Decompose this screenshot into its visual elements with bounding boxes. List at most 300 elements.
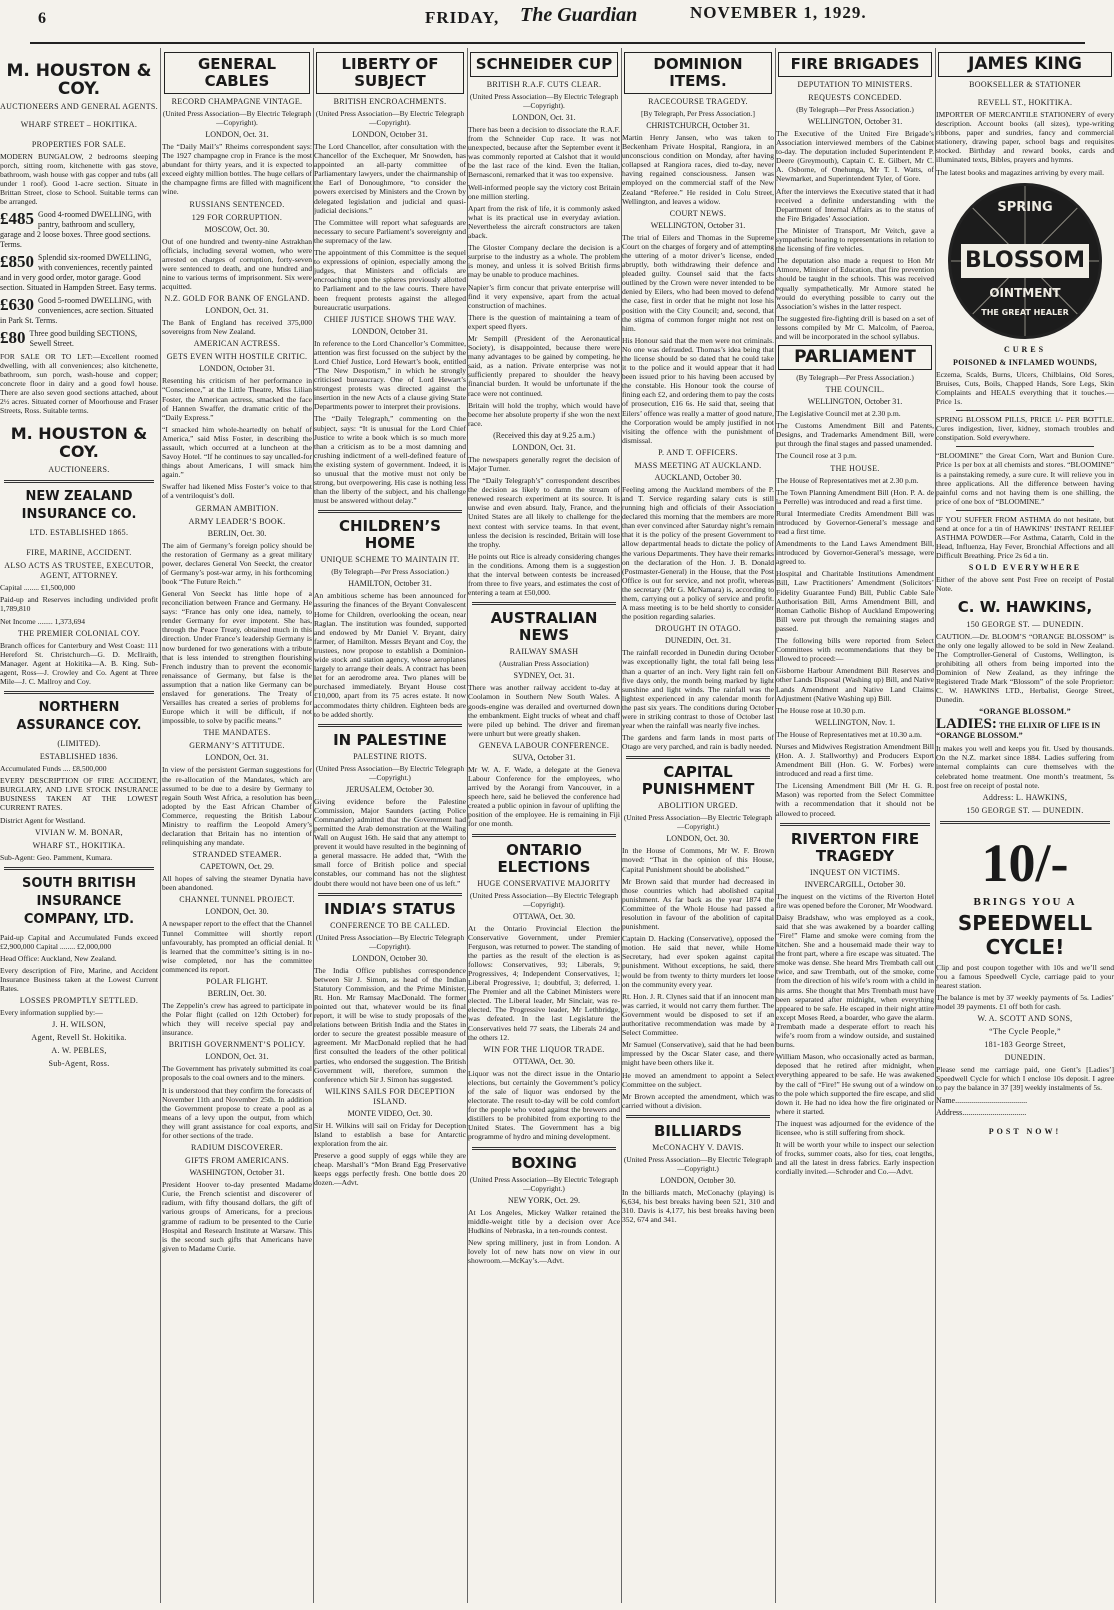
northern-assurance-title: NORTHERN ASSURANCE COY. (16, 700, 142, 734)
property-desc: Good 4-roomed DWELLING, with pantry, bathroom and scullery, garage and 2 loose boxes. Three good sections. Terms. (0, 209, 152, 249)
divider (956, 510, 1094, 511)
article-paragraph: Nurses and Midwives Registration Amendment Bill (Hon. A. J. Stallworthy) and Producers Export Amendment Bill (Hon. G. W. Forbes) were introduced and read a first time. (776, 741, 934, 779)
dateline: LONDON, October 31. (352, 326, 428, 336)
dateline: MONTE VIDEO, Oct. 30. (347, 1108, 433, 1118)
pills-ad: SPRING BLOSSOM PILLS, PRICE 1/- PER BOTTLE. Cures indigestion, liver, kidney, stomach troubles and constipation. Sold everywhere. (936, 415, 1114, 443)
northern-assurance-funds: Accumulated Funds .... £8,500,000 (0, 764, 107, 774)
subheading: STRANDED STEAMER. (192, 850, 282, 860)
column-dominion-items (622, 48, 774, 1603)
dateline: OTTAWA, Oct. 30. (512, 1056, 576, 1066)
column-advertisements-right (936, 48, 1114, 1603)
credit-line: (United Press Association—By Electric Telegraph—Copyright.) (623, 813, 773, 832)
dateline: CAPETOWN, Oct. 29. (200, 862, 274, 872)
dateline: WELLINGTON, Nov. 1. (815, 717, 895, 727)
south-british-losses: LOSSES PROMPTLY SETTLED. (19, 996, 139, 1006)
property-ad (0, 329, 158, 349)
subheading: GERMANY’S ATTITUDE. (189, 741, 285, 751)
james-king-body: IMPORTER OF MERCANTILE STATIONERY of every description. Account books (all sizes), type-writing ribbons, paper and sundries, fancy and commercial stationery, drawing paper, school bags and requisites stocked. Birthday and reward books, cards and illuminated texts, Bibles, prayers and hymns. (936, 110, 1114, 165)
article-paragraph: The Town Planning Amendment Bill (Hon. P. A. de la Perrelle) was introduced and read a first time. (776, 487, 934, 506)
credit-line: (United Press Association—By Electric Telegraph—Copyright). (315, 109, 465, 127)
divider (4, 867, 154, 870)
credit-line: (By Telegraph—Per Press Association.) (331, 567, 449, 577)
dateline: LONDON, Oct. 30. (205, 907, 269, 917)
article-paragraph: President Hoover to-day presented Madame Curie, the French scientist and discoverer of radium, with fifty thousand dollars, the gift of various groups of Americans, for a precious gramme of radium to be presented to the Curie Hospital and Research Institute at Warsaw. This is the second such gifts that Americans have given to Madame Curie. (162, 1180, 312, 1253)
badge-top-text: SPRING (997, 199, 1053, 215)
article-paragraph: The Zeppelin’s crew has agreed to participate in the Polar flight (called on 12th October) for which they will receive special pay and insurance. (162, 1001, 312, 1038)
coupon-address-label: Address (936, 1107, 963, 1117)
column-schneider-cup (468, 48, 620, 1603)
article-paragraph: The inquest on the victims of the Riverton Hotel fire was opened before the Coroner, Mr Woodward. (776, 891, 934, 910)
south-british-capital: Paid-up Capital and Accumulated Funds exceed £2,900,000 Capital ........ £2,000,000 (0, 932, 158, 951)
subheading: GENEVA LABOUR CONFERENCE. (478, 740, 610, 750)
south-british-office: Head Office: Auckland, New Zealand. (0, 953, 117, 963)
article-paragraph: There was another railway accident to-day at Coolamon in Southern New South Wales. A goods-engine was derailed and overturned down the embankment. Eight trucks of wheat and chaff were piled up behind. The driver and fireman were unhurt but were greatly shaken. (468, 683, 620, 738)
divider (318, 724, 462, 727)
article-paragraph: Giving evidence before the Palestine Commission, Major Saunders (acting Police Commander) admitted that the Government had permitted the Arab demonstration at the Wailing Wall on August 16th. He said that any attempt to prevent it would have resulted in the beginning of a general massacre. He added that, “With the small force of British police and special constables, our command has not the slightest doubt there would not have been one of us left.” (314, 796, 466, 888)
article-paragraph: The Minister of Transport, Mr Veitch, gave a sympathetic hearing to representations in relation to the licensing of fire vehicles. (776, 225, 934, 254)
newspaper-title: The Guardian (520, 4, 638, 26)
section-heading: GENERAL CABLES (164, 52, 310, 94)
scott-name: W. A. SCOTT AND SONS, (977, 1014, 1073, 1024)
article-paragraph: Amendments to the Land Laws Amendment Bill, introduced by Governor-General’s message, were agreed to. (776, 539, 934, 567)
subheading: GERMAN AMBITION. (195, 503, 279, 513)
article-paragraph: Britain will hold the trophy, which would have become her absolute property if she won the next race. (468, 400, 620, 428)
nz-insurance-lines: FIRE, MARINE, ACCIDENT. (26, 548, 132, 558)
dateline: LONDON, Oct. 31. (205, 130, 269, 139)
cycle-coupon-text: Please send me carriage paid, one Gent’s [Ladies’] Speedwell Cycle for which I enclose 10s deposit. I agree to pay the balance in 37 [39] weekly instalments of 5s. (936, 1065, 1114, 1093)
subheading: PALESTINE RIOTS. (353, 751, 427, 761)
column-general-cables (162, 48, 312, 1603)
scott-city: DUNEDIN. (1004, 1053, 1046, 1063)
advertisement-note: New spring millinery, just in from London. A lovely lot of new hats now on view in our showroom.—McKay’s.—Advt. (468, 1237, 620, 1265)
article-paragraph: Rural Intermediate Credits Amendment Bill was introduced by Governor-General’s message and read a first time. (776, 508, 934, 536)
article-paragraph: In the House of Commons, Mr W. F. Brown moved: “That in the opinion of this House, Capital Punishment should be abolished.” (622, 846, 774, 874)
article-paragraph: The gardens and farm lands in most parts of Otago are very parched, and rain is badly needed. (622, 733, 774, 752)
dateline: BERLIN, Oct. 30. (207, 528, 267, 538)
northern-assurance-sub: (LIMITED). (57, 739, 101, 749)
divider (626, 756, 770, 759)
dateline: BERLIN, Oct. 30. (207, 989, 267, 998)
article-paragraph: Mr W. A. F. Wade, a delegate at the Geneva Labour Conference for the employees, who arrived by the Aorangi from Vancouver, in a speech here, said he believed the conference had created a public opinion in favour of uplifting the position of the employee. He is remaining in Fiji for one month. (468, 764, 620, 829)
subheading: RECORD CHAMPAGNE VINTAGE. (171, 97, 303, 106)
post-now: POST NOW! (988, 1126, 1062, 1136)
subheading: WILKINS SAILS FOR DECEPTION ISLAND. (324, 1086, 456, 1106)
credit-line: (By Telegraph—Per Press Association.) (796, 105, 914, 114)
section-heading: BOXING (511, 1153, 577, 1172)
property-ad (0, 210, 158, 250)
nz-insurance-income: Net Income ........ 1,373,694 (0, 616, 85, 626)
south-british-info: Every information supplied by:— (0, 1008, 103, 1018)
article-paragraph: The deputation also made a request to Hon Mr Atmore, Minister of Education, that fire prevention should be taught in the schools. This was received equally sympathetically. Mr Atmore stated he would do everything possible to carry out the Association’s wishes in the latter respect. (776, 256, 934, 311)
dateline: SYDNEY, Oct. 31. (513, 671, 575, 681)
dateline: WASHINGTON, October 31. (189, 1168, 285, 1178)
northern-assurance-est: ESTABLISHED 1836. (39, 752, 119, 762)
credit-line: (United Press Association—By Electric Telegraph—Copyright.) (623, 1154, 773, 1173)
divider (626, 1115, 770, 1118)
article-paragraph: The aim of Germany’s foreign policy should be the restoration of Germany as a great military power, declares General Von Seeckt, the creator of Germany’s post-war army, in his forthcoming book “The Future Reich.” (162, 540, 312, 586)
subheading: CHIEF JUSTICE SHOWS THE WAY. (323, 314, 457, 324)
subheading: AMERICAN ACTRESS. (193, 339, 281, 349)
section-heading: SCHNEIDER CUP (470, 52, 618, 77)
northern-assurance-addr: WHARF ST., HOKITIKA. (32, 840, 126, 850)
dateline: WELLINGTON, October 31. (650, 220, 746, 230)
coupon-name-label: Name (936, 1095, 956, 1105)
badge-main-text: BLOSSOM (964, 247, 1085, 273)
section-heading: INDIA’S STATUS (324, 899, 456, 918)
subheading: P. AND T. OFFICERS. (658, 447, 738, 457)
properties-heading: PROPERTIES FOR SALE. (31, 140, 127, 149)
subheading: N.Z. GOLD FOR BANK OF ENGLAND. (164, 294, 310, 304)
credit-line: (United Press Association—By Electric Telegraph—Copyright). (469, 890, 619, 909)
section-heading: RIVERTON FIRE TRAGEDY (790, 829, 920, 865)
article-paragraph: Mr Brown said that murder had decreased in those countries which had abolished capital punishment. As far back as the year 1874 the Committee of the Whole House had passed a resolution in favour of the abolition of capital punishment. (622, 876, 774, 932)
article-paragraph: Captain D. Hacking (Conservative), opposed the motion. He said that never, while Home Secretary, had ever spoken against capital punishment. Without exceptions, he said, there would be from twenty to thirty murders let loose on the community every year. (622, 934, 774, 989)
article-paragraph: Martin Henry Jansen, who was taken to Beckenham Private Hospital, Rangiora, in an unconscious condition on Monday, after having collapsed at Rangiora races, died to-day, never having regained consciousness. Jansen was employed on the commercial staff of the New Zealand “Referee.” He resided in Colu Street, Wellington, and leaves a widow. (622, 133, 774, 206)
section-heading: CHILDREN’S HOME (338, 517, 441, 553)
article-paragraph: At the Ontario Provincial Election the Conservative Government, under Premier Ferguson, was returned to power. The standing of the parties as the result of the election is as follows: Conservatives, 93; Liberals, 9; Progressives, 4; Independent Conservatives, 1; Liberal Progressive, 1; doubtful, 3; deferred, 1. The Premier and all the Cabinet Ministers were elected. The Liberal leader, Mr Sinclair, was re-elected. The Progressive leader, Mr Lethbridge, was defeated. In the last Legislature the Conservatives held 77 seats, the Liberals 24 and the others 12. (468, 923, 620, 1042)
dateline: NEW YORK, Oct. 29. (508, 1195, 580, 1205)
article-paragraph: The Lord Chancellor, after consultation with the Chancellor of the Exchequer, Mr Snowden, has appointed an all-party committee of Parliamentary lawyers, under the chairmanship of the Earl of Donoughmore, “to consider the powers exercised by Ministers and the Crown by delegated legislation and judicial and quasi-judicial decisions.” (314, 142, 466, 215)
article-paragraph: The Licensing Amendment Bill (Mr H. G. R. Mason) was reported from the Select Committee with a recommendation that it should not be allowed to proceed. (776, 781, 934, 818)
james-king-sub: BOOKSELLER & STATIONER (969, 80, 1081, 89)
nz-insurance-title: NEW ZEALAND INSURANCE CO. (21, 489, 137, 523)
subheading: ARMY LEADER’S BOOK. (188, 516, 286, 526)
property-desc: Three good building SECTIONS, Sewell Street. (29, 328, 138, 348)
subheading: ABOLITION URGED. (658, 801, 738, 811)
subheading: DEPUTATION TO MINISTERS. (797, 80, 913, 89)
property-ad: FOR SALE OR TO LET:—Excellent roomed dwelling, with all conveniences; also kitchenette, bathroom, sun porch, wash-house and copper; concrete floor in dairy and a good fowl house. There are also seven good sections attached, about 2½ acres. Situated corner of Moorhouse and Fraser Streets, Ross. Suitable terms. (0, 351, 158, 416)
property-ad: MODERN BUNGALOW, 2 bedrooms sleeping porch, sitting room, kitchenette with gas stove, bathroom, wash house with gas copper and tubs (all under 1 roof). Good 1-acre section. Situate in Brittan Street, close to School. Suitable terms can be arranged. (0, 152, 158, 207)
divider (472, 834, 616, 837)
article-paragraph: Apart from the risk of life, it is commonly asked what is its practical use in everyday aviation. Nevertheless the aircraft constructors are taken aback. (468, 203, 620, 241)
article-paragraph: The rainfall recorded in Dunedin during October was exceptionally light, the total fall being less than a quarter of an inch. Very light rain fell on five days only, the month being marked by light sunshine and light winds. The rainfall was the lightest experienced in any calendar month for the past six years. The conditions during October were in striking contrast to those of October last year when the rainfall was nearly five inches. (622, 648, 774, 731)
subheading: RAILWAY SMASH (509, 647, 579, 657)
subheading: BRITISH GOVERNMENT’S POLICY. (168, 1040, 306, 1050)
masthead-date: NOVEMBER 1, 1929. (690, 3, 867, 22)
property-ad (0, 253, 158, 293)
divider (940, 821, 1110, 824)
nz-insurance-paidup: Paid-up and Reserves including undivided profit 1,789,810 (0, 595, 158, 614)
article-paragraph: After the interviews the Executive stated that it had received a definite understanding with the Department of Internal Affairs as to the status of the Fire Brigades’ Association. (776, 186, 934, 223)
south-british-title: SOUTH BRITISH INSURANCE COMPANY, LTD. (22, 875, 136, 927)
subheading: HUGE CONSERVATIVE MAJORITY (477, 878, 611, 888)
houston-ad-title-2: M. HOUSTON & COY. (10, 424, 148, 462)
ladies-tagline: THE ELIXIR OF LIFE IS IN “ORANGE BLOSSOM.” (936, 721, 1101, 741)
article-paragraph: Napier’s firm concur that private enterprise will find it very expensive, apart from the actual construction of machines. (468, 282, 620, 310)
article-paragraph: Well-informed people say the victory cost Britain one million sterling. (468, 182, 620, 201)
ladies-label: LADIES: (936, 716, 997, 733)
article-paragraph: Mr Samuel (Conservative), said that he had been impressed by the Oscar Slater case, and there might have been others like it. (622, 1040, 774, 1068)
column-fire-brigades (776, 48, 934, 1603)
dateline: JERUSALEM, October 30. (346, 784, 434, 794)
nz-insurance-capital: Capital ........ £1,500,000 (0, 583, 76, 593)
nz-insurance-sub: LTD. ESTABLISHED 1865. (29, 528, 129, 538)
cycle-clip: Clip and post coupon together with 10s and we’ll send you a famous Speedwell Cycle, carriage paid to your nearest station. (936, 962, 1114, 990)
subheading: THE MANDATES. (203, 728, 271, 738)
cures-body: Eczema, Scalds, Burns, Ulcers, Chilblains, Old Sores, Bruises, Cuts, Boils, Chapped Hands, Sore Legs, Skin Complaints and HEALS everything that it touches.—Price 1s. (936, 369, 1114, 406)
dateline: LONDON, Oct. 31. (205, 306, 269, 316)
advertisement-note: It will be worth your while to inspect our selection of frocks, summer coats, also for ties, coat lengths, and all the latest in dress fabrics. Early inspection cordially invited.—Schroder and Co.—Advt. (776, 1140, 934, 1177)
bloomine-ad: “BLOOMINE” the Great Corn, Wart and Bunion Cure. Price 1s per box at all chemists and stores. “BLOOMINE” is a painstaking remedy, a sure cure. It will relieve you in three applications. All the difference between having painful corns and not having them is one shilling, the price of one box of “BLOOMINE.” (936, 451, 1114, 506)
cures-heading: POISONED & INFLAMED WOUNDS, (953, 357, 1097, 367)
subheading: REQUESTS CONCEDED. (808, 93, 902, 102)
article-paragraph: The inquest was adjourned for the evidence of the licensee, who is still suffering from shock. (776, 1118, 934, 1137)
subheading: COURT NEWS. (669, 208, 727, 218)
credit-line: (United Press Association—By Electric Telegraph—Copyright). (315, 932, 465, 951)
article-paragraph: Liquor was not the direct issue in the Ontario elections, but certainly the Government’s policy of the sale of liquor was endorsed by the electorate. The result to-day will be cold comfort for the people who voted against the brewers and distillers to be prohibited from exporting to the United States. The Government has a big programme of hydro and mining development. (468, 1068, 620, 1142)
article-paragraph: The trial of Eilers and Thomas in the Supreme Court on the charges of forgery and of attempting the uttering of a motor driver’s license, ended abruptly, both withdrawing their defence and pleaded guilty. Counsel said that the facts outlined by the Crown were never intended to be denied by Eilers, who had been moved to defend the case, first in order that he might not lose his position with the City Council; and, second, that the stigma of common forger might not rest on him. (622, 232, 774, 333)
ladies-ad (936, 716, 1114, 741)
property-price: £850 (0, 251, 34, 271)
credit-line: (By Telegraph—Per Press Association.) (796, 373, 914, 383)
advertisement-note: Preserve a good supply of eggs while they are cheap. Marshall’s “Mon Brand Egg Preservative keeps eggs perfectly fresh. One bottle does 20 dozen.—Advt. (314, 1151, 466, 1188)
divider (472, 602, 616, 605)
page-number: 6 (38, 10, 46, 27)
section-heading: PARLIAMENT (778, 345, 932, 370)
credit-line: [By Telegraph, Per Press Association.] (641, 109, 755, 118)
dateline: LONDON, October 31. (199, 364, 275, 374)
james-king-title: JAMES KING (938, 52, 1112, 77)
article-paragraph: Gisborne Harbour Amendment Bill Reserves and other Lands Disposal (Washing up) Bill, and Native Lands Amendment and Native Land Claims Adjustment (Native Washing up) Bill. (776, 666, 934, 703)
subheading: UNIQUE SCHEME TO MAINTAIN IT. (320, 555, 460, 565)
section-heading: ONTARIO ELECTIONS (497, 840, 591, 876)
credit-line: (United Press Association—By Electric Telegraph—Copyright). (469, 92, 619, 110)
article-paragraph: The Bank of England has received 375,000 sovereigns from New Zealand. (162, 318, 312, 337)
article-paragraph: Out of one hundred and twenty-nine Astrakhan officials, including several women, who were arrested on charges of corruption, forty-seven were sentenced to death, and one hundred and nine to various terms of imprisonment. Six were acquitted. (162, 236, 312, 292)
article-paragraph: The Government has privately submitted its coal proposals to the coal owners and to the miners. (162, 1064, 312, 1083)
masthead-day: FRIDAY, (425, 8, 500, 27)
nz-insurance-premier: THE PREMIER COLONIAL COY. (17, 628, 141, 638)
property-desc: Good 5-roomed DWELLING, with conveniences, acre section. Situated in Park St. Terms. (0, 295, 154, 325)
dateline: LONDON, October 31. (352, 130, 428, 139)
nz-insurance-branch: Branch offices for Canterbury and West Coast: 111 Hereford St. Christchurch—G. D. McIlraith, Manager. Agent at Hokitika—A. B. King. Sub-agent, Ross—J. Crowley and Co. Agent at Three Mile—J. C. Mallroy and Coy. (0, 640, 158, 686)
divider (956, 410, 1094, 411)
spring-blossom-badge (948, 183, 1102, 339)
post-free-note: Either of the above sent Post Free on receipt of Postal Note. (936, 575, 1114, 594)
dateline: SUVA, October 31. (512, 752, 576, 762)
column-rule (160, 48, 161, 1603)
article-paragraph: Daisy Bradshaw, who was employed as a cook, said that she was awakened by a boarder calling “Fire!” Flame and smoke were coming from the kitchen. She and a housemaid made their way to the front part, where a fire escape was situated. The smoke was dense. She heard Mrs Trembath call out twice, and saw Trembath, out of the smoke, come from the direction of his wife’s room with a child in his arms. She thought that Mrs Trembath must have been separated after midnight, when everything appeared to be safe. He escaped in their night attire except Moses Reed, a boarder, who gave the alarm. Trembath made a desperate effort to reach his wife’s room from a window outside, and sustained burns. (776, 912, 934, 1050)
dateline: MOSCOW, Oct. 30. (204, 224, 270, 234)
dateline: WELLINGTON, October 31. (807, 397, 903, 407)
section-heading: DOMINION ITEMS. (624, 52, 772, 94)
subheading: 129 FOR CORRUPTION. (191, 212, 283, 222)
article-paragraph: The Council rose at 3 p.m. (776, 451, 857, 461)
coupon-address-field[interactable]: Address................................ (936, 1107, 1027, 1117)
article-paragraph: Feeling among the Auckland members of the P. and T. Service regarding salary cuts is still running high and officials of their Association declared this morning that the members are more than ever convinced after Saturday night’s remain that it is the policy of the present Government to allow departmental heads to dictate the policy of the various Departments. They have their remarks on the declaration of the Hon. J. B. Donald (Postmaster-General) in the House, that the Post Office is out for service, and not profit, whereas the secretary (Mr G. McNamara) is, according to them, carrying out a policy of service and profit. A mass meeting is to be held shortly to consider the position regarding salaries. (622, 484, 774, 622)
northern-assurance-name: VIVIAN W. M. BONAR, (35, 827, 123, 837)
article-paragraph: “I smacked him whole-heartedly on behalf of America,” said Miss Foster, in describing the assault, which occurred at a luncheon at the Savoy Hotel. “If he continues to say uncalled-for things about Americans, I will smack him again.” (162, 424, 312, 480)
subheading: POLAR FLIGHT. (206, 977, 268, 986)
subheading: BRITISH R.A.F. CUTS CLEAR. (486, 80, 602, 89)
subheading: WIN FOR THE LIQUOR TRADE. (483, 1044, 605, 1054)
cycle-price: 10/- (981, 832, 1069, 893)
subheading: MASS MEETING AT AUCKLAND. (634, 460, 762, 470)
james-king-addr: REVELL ST., HOKITIKA. (977, 98, 1073, 107)
article-paragraph: There is the question of maintaining a team of expert speed flyers. (468, 312, 620, 331)
article-paragraph: The “Daily Telegraph’s” correspondent describes the decision as likely to damn the stream of renewed research experiment at its source. It is unwise and even absurd. Italy, France, and the United States are all likely to challenge for the next contest with service teams. In that event, unless the decision is rescinded, Britain will lose the trophy. (468, 476, 620, 549)
article-paragraph: The India Office publishes correspondence between Sir J. Simon, as head of the Indian Statutory Commission, and the Prime Minister, Rt. Hon. Mr Ramsay MacDonald. The former pointed out that, whatever would be its final report, it will be wise to study proposals of the relations between British India and the States in order to secure the greatest possible measure of agreement. Mr MacDonald replied that he had first consulted the leaders of the other political parties, who endorsed the suggestion. The British Government will, therefore, summon the conference which Sir J. Simon has suggested. (314, 965, 466, 1084)
subheading: BRITISH ENCROACHMENTS. (333, 97, 447, 106)
nz-insurance-acts: ALSO ACTS AS TRUSTEE, EXECUTOR, AGENT, ATTORNEY. (4, 561, 154, 581)
asthma-ad: IF YOU SUFFER FROM ASTHMA do not hesitate, but send at once for a tin of HAWKINS’ INSTANT RELIEF ASTHMA POWDER—For Asthma, Catarrh, Cold in the Head, Influenza, Hay Fever, Bronchial Affections and all Difficult Breathing. Price 2s 6d a tin. (936, 514, 1114, 561)
badge-bottom-text: THE GREAT HEALER (981, 307, 1069, 317)
south-british-desc: Every description of Fire, Marine, and Accident Insurance Business taken at the Lowest Current Rates. (0, 966, 158, 994)
article-paragraph: An ambitious scheme has been announced for assuring the finances of the Bryant Convalescent Home for Children, overlooking the ocean, near Raglan. The institution was founded, supported and endowed by Mr Daniel V. Bryant, dairy farmer, of Hamilton. Messrs Bryant and Coy, the trustees, now propose to establish a Dominion-wide stock and station agency, whose aeroplanes largely to arrange their deals. A contract has been let for an aerodrome area. Two planes will be purchased immediately. Bryant House cost £10,000, apart from its 75 acres estate. It now accommodates thirty children. Eighteen beds are to be added shortly. (314, 591, 466, 719)
subheading: RACECOURSE TRAGEDY. (648, 97, 748, 106)
article-paragraph: The Executive of the United Fire Brigade’s Association interviewed members of the Cabinet to-day. The deputation included Superintendent P. Deere (Greymouth), Captain C. E. Gilbert, Mr C. A. Osborne, of Onehunga, Mr T. I. Watts, of Newmarket, and Superintendent Tyler, of Gore. (776, 129, 934, 184)
dateline: OTTAWA, Oct. 30. (512, 911, 576, 921)
dateline: AUCKLAND, October 30. (654, 472, 742, 482)
cures-label: CURES (1003, 344, 1047, 354)
dateline: LONDON, Oct. 31. (512, 113, 576, 122)
divider (318, 510, 462, 513)
article-paragraph: The suggested fire-fighting drill is based on a set of lessons compiled by Mr C. Malcolm, of Paeroa, and will be incorporated in the school syllabus. (776, 313, 934, 341)
coupon-name-field[interactable]: Name.................................... (936, 1095, 1028, 1105)
section-heading: FIRE BRIGADES (778, 52, 932, 77)
article-paragraph: At Los Angeles, Mickey Walker retained the middle-weight title by a decision over Ace Hudkins of Nebraska, in a ten-rounds contest. (468, 1207, 620, 1235)
article-paragraph: The “Daily Telegraph,” commenting on the subject, says: “It is unusual for the Lord Chief Justice to write a book which is so much more than a criticism as to be a most damning and crushing indictment of a well-defined feature of the existing system of government. Indeed, it is so unusual that the motive must not only be strong, but overpowering. His case is nothing less than the liberty of the subject, and his challenge must be answered without delay.” (314, 414, 466, 506)
article-paragraph: Mr Brown accepted the amendment, which was carried without a division. (622, 1091, 774, 1110)
dateline: LONDON, Oct. 31. (512, 442, 576, 452)
hawkins-contact-addr: 150 GEORGE ST. — DUNEDIN. (966, 805, 1084, 815)
dateline: LONDON, Oct. 30. (666, 834, 730, 844)
article-paragraph: General Von Seeckt has little hope of a reconciliation between France and Germany. He says: “France has only one idea, namely, to render Germany for ever impotent. She has, through the Peace Treaty, obtained much in this direction. Under France’s leadership Germany is now burdened for two generations with a tribute that is less intended to strengthen flourishing French industry than to prevent the economic renaissance of Germany, but false is the assumption that a nation like Germany can be enslaved for generations. The Treaty of Versailles has created a series of problems for Europe which it will be difficult, if not impossible, to solve by pacific means.” (162, 589, 312, 726)
credit-line: (United Press Association—By Electric Telegraph—Copyright.) (469, 1174, 619, 1193)
credit-line: (United Press Association—By Electric Telegraph—Copyright.) (315, 763, 465, 782)
divider (472, 1147, 616, 1150)
section-heading: BILLIARDS (653, 1121, 743, 1140)
scott-tag: “The Cycle People,” (989, 1027, 1061, 1037)
northern-assurance-subagent: Sub-Agent: Geo. Pamment, Kumara. (0, 852, 113, 862)
property-price: £630 (0, 294, 34, 314)
property-desc: Splendid six-roomed DWELLING, with conveniences, recently painted and in very good order, motor garage. Good section. Situated in Hampden Street. Easy terms. (0, 252, 157, 292)
masthead (30, 2, 1085, 44)
article-paragraph: The Customs Amendment Bill and Patents, Designs, and Trademarks Amendment Bill, were put through the final stages and passed unamended. (776, 421, 934, 449)
subheading: CHANNEL TUNNEL PROJECT. (179, 895, 295, 905)
article-paragraph: The Gloster Company declare the decision is a surprise to the industry as a whole. The problem is money, and unless it is solved British firms may be unable to produce machines. (468, 243, 620, 280)
article-paragraph: In reference to the Lord Chancellor’s Committee, attention was first focussed on the subject by the Lord Chief Justice, Lord Hewart’s book, entitled “The New Despotism,” in which he strongly criticised bureaucracy. One of Lord Hewart’s strongest protests was directed against the insertion in the new Acts of a clause giving State Departments power to interpret their provisions. (314, 338, 466, 412)
article-paragraph: The newspapers generally regret the decision of Major Turner. (468, 454, 620, 473)
article-paragraph: Rt. Hon. J. R. Clynes said that if an innocent man was carried, it would not carry them further. The Government would be disposed to set if an authoritative recommendation was made by a Select Committee. (622, 991, 774, 1038)
dateline: CHRISTCHURCH, October 31. (646, 121, 750, 130)
article-paragraph: Sir H. Wilkins will sail on Friday for Deception Island to establish a base for Antarctic exploration from the air. (314, 1120, 466, 1149)
article-paragraph: The House of Representatives met at 2.30 p.m. (776, 475, 919, 485)
property-price: £80 (0, 327, 26, 347)
subheading: RADIUM DISCOVERER. (190, 1143, 284, 1153)
dateline: LONDON, Oct. 31. (205, 753, 269, 763)
article-paragraph: The House rose at 10.30 p.m. (776, 705, 866, 715)
article-paragraph: The House of Representatives met at 10.30 a.m. (776, 729, 922, 739)
section-heading: LIBERTY OF SUBJECT (316, 52, 464, 94)
speedwell-title: SPEEDWELL CYCLE! (957, 910, 1093, 959)
subheading: CONFERENCE TO BE CALLED. (330, 920, 450, 930)
ladies-body: It makes you well and keeps you fit. Used by thousands. On the N.Z. market since 1884. Ladies suffering from internal complaints can cure themselves with the celebrated home treatment. One month’s treatment, 5s post free on receipt of postal note. (936, 744, 1114, 790)
article-paragraph: He moved an amendment to appoint a Select Committee on the subject. (622, 1070, 774, 1089)
south-british-agent: A. W. PEBLES, (51, 1046, 107, 1056)
divider (780, 823, 930, 826)
divider (4, 480, 154, 483)
article-paragraph: Mr Sempill (President of the Aeronautical Society), is disappointed, because there were many advantages to be gained by competing, he said, as a nation. Private enterprise was not sufficiently prepared to shoulder the heavy financial burden. It would be unfortunate if the race were not continued. (468, 333, 620, 398)
article-paragraph: The Committee will report what safeguards are necessary to secure Parliament’s sovereignty and the supremacy of the law. (314, 217, 466, 245)
dateline: INVERCARGILL, October 30. (804, 879, 906, 889)
scott-street: 181-183 George Street, (984, 1040, 1066, 1050)
subheading: RUSSIANS SENTENCED. (189, 199, 285, 209)
divider (318, 893, 462, 896)
northern-assurance-agent: District Agent for Westland. (0, 815, 86, 825)
article-paragraph: All hopes of salving the steamer Dynatia have been abandoned. (162, 874, 312, 893)
dateline: HAMILTON, October 31. (348, 579, 432, 589)
badge-low-text: OINTMENT (989, 285, 1061, 300)
article-paragraph: The “Daily Mail’s” Rheims correspondent says: The 1927 champagne crop in France is the most abundant for thirty years, and it is expected to exceed eighty million bottles. The huge cellars of the champagne firms are filled with magnificent wine. (162, 142, 312, 197)
south-british-agent: J. H. WILSON, (52, 1020, 106, 1030)
houston-ad-sub-2: AUCTIONEERS. (48, 465, 110, 475)
article-paragraph: In the billiards match, McConachy (playing) is 6,634, his best breaks having been 521, 310 and 310. Davis is 4,177, his best breaks having been 352, 674 and 341. (622, 1187, 774, 1225)
article-paragraph: It is understood that they confirm the forecasts of November 11th and November 25th. In addition the Government propose to create a pool as a means of a levy upon the output, from which they will grant assistance for coal exports, and for other sections of the trade. (162, 1085, 312, 1141)
subheading: THE COUNCIL. (825, 385, 885, 395)
sold-everywhere: SOLD EVERYWHERE (968, 563, 1082, 573)
northern-assurance-desc: EVERY DESCRIPTION OF FIRE ACCIDENT, BURGLARY, AND LIVE STOCK INSURANCE BUSINESS TAKEN AT THE LOWEST CURRENT RATES. (0, 776, 158, 813)
divider (4, 691, 154, 694)
houston-street: WHARF STREET – HOKITIKA. (20, 120, 138, 129)
divider (956, 446, 1094, 447)
column-liberty-of-subject (314, 48, 466, 1603)
column-advertisements-left (0, 48, 158, 1603)
james-king-body: The latest books and magazines arriving by every mail. (936, 167, 1105, 177)
property-price: £485 (0, 208, 34, 228)
dateline: WELLINGTON, October 31. (807, 117, 903, 126)
article-paragraph: The appointment of this Committee is the sequel to expressions of opinion, especially among the judges, that Ministers and officials are encroaching upon the spheres previously allotted to Parliament and to the law courts. There have been frequent protests against the alleged bureaucratic usurpations. (314, 248, 466, 312)
houston-ad-title: M. HOUSTON & COY. (6, 61, 152, 99)
property-ad (0, 296, 158, 326)
dateline: LONDON, October 30. (660, 1175, 736, 1185)
dateline: DUNEDIN, Oct. 31. (665, 636, 731, 646)
article-paragraph: The following bills were reported from Select Committees with recommendations that they be allowed to proceed:— (776, 636, 934, 664)
subheading: DROUGHT IN OTAGO. (655, 624, 741, 634)
cycle-balance: The balance is met by 37 weekly payments of 5s. Ladies’ model 39 payments. £1 off both for cash. (936, 993, 1114, 1012)
dateline: LONDON, October 30. (352, 953, 428, 963)
dateline: LONDON, Oct. 31. (205, 1052, 269, 1062)
subheading: GIFTS FROM AMERICANS. (185, 1156, 289, 1166)
article-paragraph: In view of the persistent German suggestions for the re-allocation of the Mandates, which are assumed to be due to a desire by Germany to regain South West Africa, a resolution has been adopted by the East African Chamber of Commerce, requesting the British Labour Ministry to reaffirm the Leopold Amery’s declaration that Britain has no intention of relinquishing any mandate. (162, 765, 312, 848)
caution-notice: CAUTION.—Dr. BLOOM’S “ORANGE BLOSSOM” is the only one legally allowed to be sold in New Zealand. The Comptroller-General of Customs, Wellington, is prohibiting all others from being imported into the Dominion of New Zealand, as they infringe the Registered Trade Mark “Blossom” of the sole Proprietor: C. W. HAWKINS LTD., Herbalist, George Street, Dunedin. (936, 631, 1114, 705)
subheading: GETS EVEN WITH HOSTILE CRITIC. (166, 352, 308, 362)
article-paragraph: William Mason, who occasionally acted as barman, deposed that he retired after midnight, when everything appeared to be safe. He was awakened by the call of “Fire!” He swung out of a window on to the pole which supported the fire escape, and slid down it. He had no idea how the fire originated or where it started. (776, 1052, 934, 1116)
subheading: INQUEST ON VICTIMS. (809, 867, 901, 877)
credit-line: (United Press Association—By Electric Telegraph—Copyright). (162, 109, 312, 127)
hawkins-address: 150 GEORGE ST. — DUNEDIN. (966, 619, 1084, 629)
south-british-agent-addr: Agent, Revell St. Hokitika. (31, 1033, 127, 1043)
article-paragraph: Hospital and Charitable Institutions Amendment Bill, Law Practitioners’ Amendment (Solicitors’ Fidelity Guarantee Fund) Bill, Public Cable Sale Authorisation Bill, Arms Amendment Bill, and Roman Catholic Bishop of Auckland Empowering Bill were put through the remaining stages and passed. (776, 569, 934, 633)
section-heading: AUSTRALIAN NEWS (490, 609, 598, 645)
hawkins-contact: Address: L. HAWKINS, (982, 792, 1068, 802)
received-note: (Received this day at 9.25 a.m.) (493, 430, 595, 440)
credit-line: (Australian Press Association) (499, 659, 589, 669)
orange-blossom-heading: “ORANGE BLOSSOM.” (979, 707, 1071, 717)
cycle-brings: BRINGS YOU A (973, 895, 1077, 908)
hawkins-name: C. W. HAWKINS, (957, 597, 1093, 616)
subheading: THE HOUSE. (830, 463, 880, 473)
article-paragraph: A newspaper report to the effect that the Channel Tunnel Committee will shortly report unfavourably, has prompted an official denial. It is learned that the committee’s sitting is in no-wise completed, nor has the committee commenced its report. (162, 919, 312, 974)
article-paragraph: Resenting his criticism of her performance in “Conscience,” at the Little Theatre, Miss Lilian Foster, the American actress, smacked the face of Hannen Swaffer, the dramatic critic of the “Daily Express.” (162, 376, 312, 422)
article-paragraph: The Legislative Council met at 2.30 p.m. (776, 409, 901, 419)
section-heading: CAPITAL PUNISHMENT (641, 763, 755, 799)
article-paragraph: Swaffer had likened Miss Foster’s voice to that of a ventriloquist’s doll. (162, 482, 312, 501)
houston-ad-sub: AUCTIONEERS AND GENERAL AGENTS. (0, 102, 158, 111)
article-paragraph: His Honour said that the men were not criminals. No one was defrauded. Thomas’s idea being that the license should be so dated that he could take it to the police and it would appear that it had been issued prior to his having been accused by the constable. His Honour took the course of fining each £2, and ordering them to pay the costs of prosecution, £16 6s. He said that, seeing that Eilers’ offence was really a matter of good nature, the Corporation would be amply justified in not visiting the offence with the punishment of dismissal. (622, 335, 774, 445)
article-paragraph: He points out Rice is already considering changes in the conditions. Among them is a suggestion that the interval between contests be increased from three to five years, and estimates the cost of entering a team at £50,000. (468, 551, 620, 598)
south-british-agent-addr: Sub-Agent, Ross. (48, 1059, 110, 1069)
